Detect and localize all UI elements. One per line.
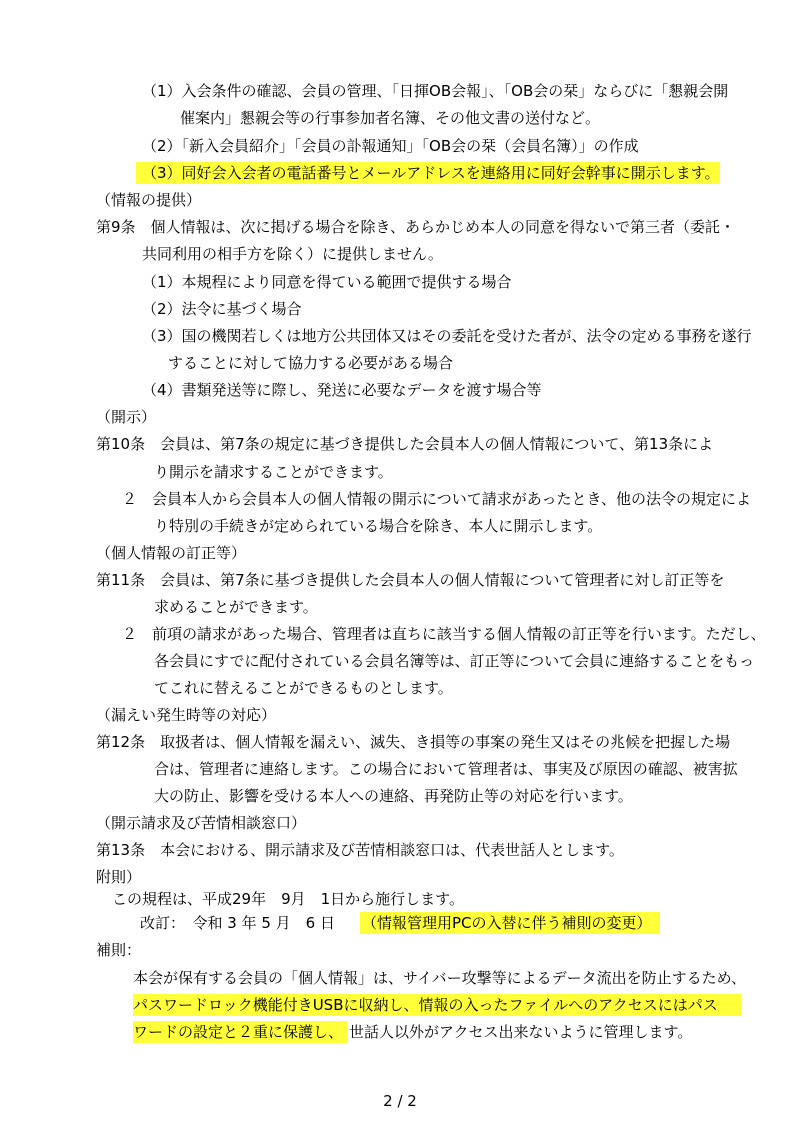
text-line: てこれに替えることができるものとします。 <box>154 679 453 697</box>
section-heading: （個人情報の訂正等） <box>96 544 247 562</box>
article-text: 第13条 本会における、開示請求及び苦情相談窓口は、代表世話人とします。 <box>96 841 624 859</box>
article-text: 第12条 取扱者は、個人情報を漏えい、滅失、き損等の事案の発生又はその兆候を把握した場 <box>96 733 731 751</box>
text-line: パスワードロック機能付きUSBに収納し、情報の入ったファイルへのアクセスにはパス <box>133 996 718 1014</box>
section-heading: 附則） <box>96 868 142 886</box>
section-heading: （漏えい発生時等の対応） <box>96 706 277 724</box>
text-line: ２ 前項の請求があった場合、管理者は直ちに該当する個人情報の訂正等を行います。ただし、 <box>122 625 766 643</box>
section-heading: 補則： <box>96 941 142 959</box>
section-heading: （情報の提供） <box>96 191 202 209</box>
text-line: （2）「新入会員紹介」「会員の訃報通知」「OB会の栞（会員名簿）」の作成 <box>142 137 639 155</box>
text-line: ワードの設定と２重に保護し、 <box>133 1023 344 1041</box>
revision-date: 改訂： 令和 3 年 5 月 6 日 <box>140 914 335 932</box>
text-line: （2）法令に基づく場合 <box>142 300 302 318</box>
text-line: 求めることができます。 <box>154 598 318 616</box>
text-line: 合は、管理者に連絡します。この場合において管理者は、事実及び原因の確認、被害拡 <box>154 760 738 778</box>
text-line: （1）入会条件の確認、会員の管理、「日揮OB会報」、「OB会の栞」ならびに「懇親会開 <box>142 82 729 100</box>
text-line: （4）書類発送等に際し、発送に必要なデータを渡す場合等 <box>142 381 542 399</box>
text-line: （3）国の機関若しくは地方公共団体又はその委託を受けた者が、法令の定める事務を遂行 <box>142 327 752 345</box>
section-heading: （開示請求及び苦情相談窓口） <box>96 814 307 832</box>
section-heading: （開示） <box>96 408 157 426</box>
text-line: この規程は、平成29年 9月 1日から施行します。 <box>112 890 464 908</box>
text-line: り特別の手続きが定められている場合を除き、本人に開示します。 <box>154 517 603 535</box>
text-line: 本会が保有する会員の「個人情報」は、サイバー攻撃等によるデータ流出を防止するため、 <box>133 969 747 987</box>
text-line: 大の防止、影響を受ける本人への連絡、再発防止等の対応を行います。 <box>154 787 633 805</box>
article-text: 第9条 個人情報は、次に掲げる場合を除き、あらかじめ本人の同意を得ないで第三者（委託・ <box>96 218 735 236</box>
article-text: 第10条 会員は、第7条の規定に基づき提供した会員本人の個人情報について、第13条によ <box>96 435 714 453</box>
text-line: 催案内」懇親会等の行事参加者名簿、その他文書の送付など。 <box>180 109 601 127</box>
text-line: することに対して協力する必要がある場合 <box>168 354 454 372</box>
revision-note: （情報管理用PCの入替に伴う補則の変更） <box>362 914 652 932</box>
text-line: ２ 会員本人から会員本人の個人情報の開示について請求があったとき、他の法令の規定によ <box>122 490 751 508</box>
text-line: 世話人以外がアクセス出来ないように管理します。 <box>349 1023 693 1041</box>
article-text: 第11条 会員は、第7条に基づき提供した会員本人の個人情報について管理者に対し訂正等を <box>96 571 725 589</box>
text-line: （3）同好会入会者の電話番号とメールアドレスを連絡用に同好会幹事に開示します。 <box>142 164 720 182</box>
text-line: り開示を請求することができます。 <box>154 463 393 481</box>
text-line: （1）本規程により同意を得ている範囲で提供する場合 <box>142 273 512 291</box>
text-line: 各会員にすでに配付されている会員名簿等は、訂正等について会員に連絡することをもっ <box>154 652 755 670</box>
text-line: 共同利用の相手方を除く）に提供しません。 <box>142 245 443 263</box>
page-number: 2 / 2 <box>383 1092 417 1110</box>
